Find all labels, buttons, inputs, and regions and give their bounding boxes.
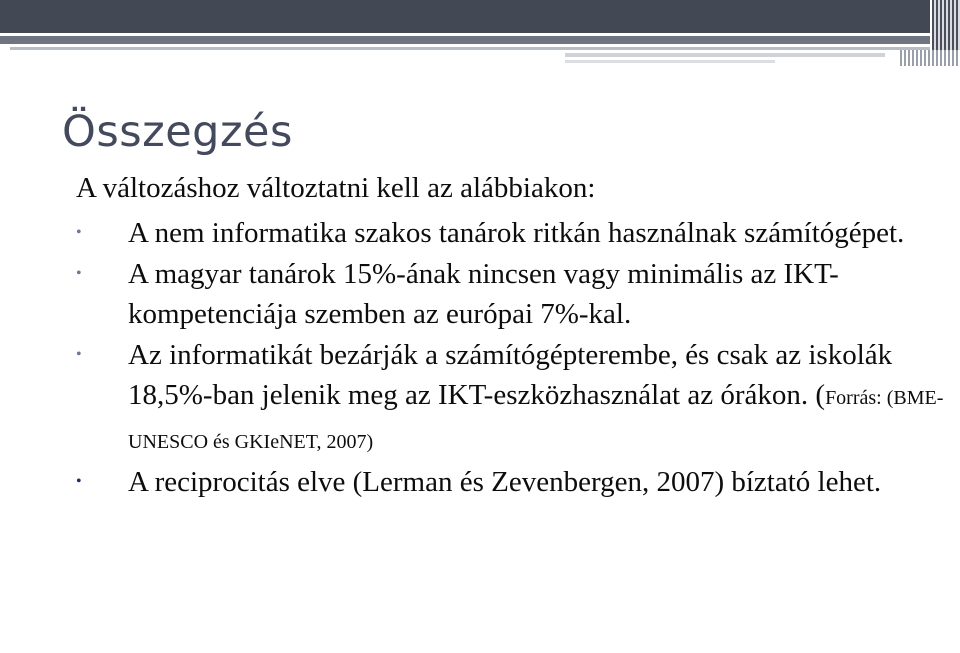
bullet-item [76, 213, 956, 254]
corner-decoration-lower [900, 50, 960, 66]
source-citation: Forrás: (BME-UNESCO és GKIeNET, 2007) [128, 387, 944, 453]
bullet-text: A magyar tanárok 15%-ának nincsen vagy minimális az IKT-kompetenciája szemben az európai 7%-kal. [128, 257, 839, 330]
header-divider-thin [10, 47, 930, 50]
bullet-text-with-source [128, 335, 956, 463]
bullet-item [76, 254, 956, 335]
bullet-icon: • [76, 345, 82, 363]
bullet-icon: • [76, 264, 82, 282]
bullet-list [76, 213, 956, 503]
bullet-item [76, 335, 956, 463]
bullet-text: A nem informatika szakos tanárok ritkán használnak számítógépet. [128, 217, 905, 249]
header-accent-line [565, 53, 885, 57]
bullet-text: A reciprocitás elve (Lerman és Zevenbergen, 2007) bíztató lehet. [128, 466, 882, 498]
header-divider [0, 36, 930, 44]
header-banner [0, 0, 930, 33]
header-accent-line-short [565, 60, 775, 63]
bullet-item [76, 462, 956, 503]
bullet-icon: • [76, 473, 82, 490]
slide-title: Összegzés [62, 107, 293, 157]
slide-intro: A változáshoz változtatni kell az alábbiakon: [76, 172, 596, 204]
bullet-text: Az informatikát bezárják a számítógépterembe, és csak az iskolák 18,5%-ban jelenik meg az IKT-eszközhasználat az órákon. ( [128, 338, 893, 411]
bullet-icon: • [76, 224, 82, 241]
